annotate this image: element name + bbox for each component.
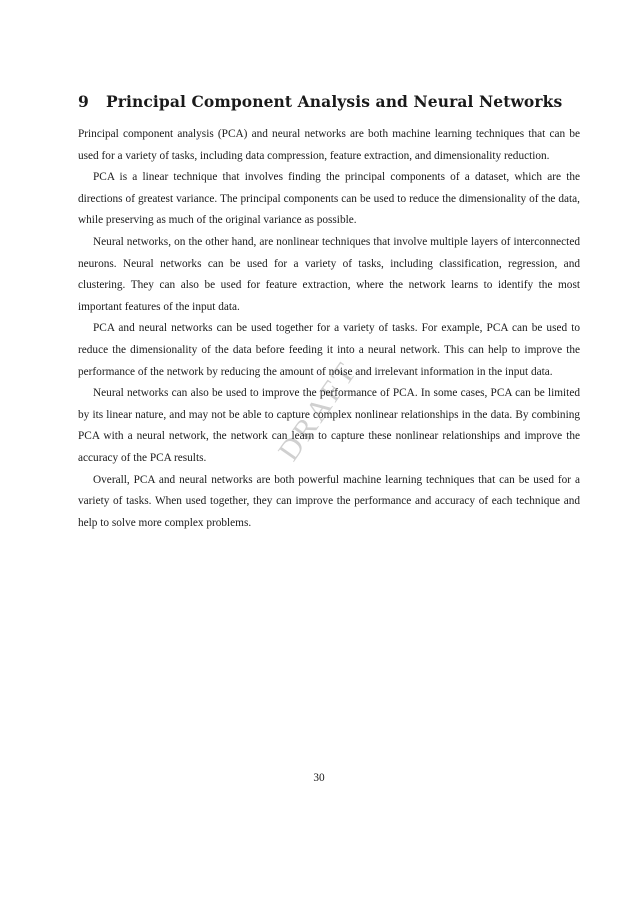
paragraph-intro: Principal component analysis (PCA) and neural networks are both machine learning techniques that can be used for a variety of tasks, including data compression, feature extraction, and dimensionality reduction. (78, 128, 580, 162)
paragraph-pca: PCA is a linear technique that involves finding the principal components of a dataset, which are the directions of greatest variance. The principal components can be used to reduce the dimensionality of the data, while preserving as much of the original variance as possible. (78, 171, 580, 227)
paragraph-neural-networks: Neural networks, on the other hand, are nonlinear techniques that involve multiple layers of interconnected neurons. Neural networks can be used for a variety of tasks, including classification, regression, and clustering. They can also be used for feature extraction, where the network learns to identify the most important features of the input data. (78, 235, 580, 313)
section-body (78, 124, 580, 534)
section-heading (78, 92, 598, 111)
section-number: 9 (78, 92, 89, 111)
paragraph-conclusion: Overall, PCA and neural networks are both powerful machine learning techniques that can be used for a variety of tasks. When used together, they can improve the performance and accuracy of each technique and help to solve more complex problems. (78, 473, 580, 529)
page-number: 30 (313, 772, 325, 784)
draft-watermark: DRAFT (272, 355, 365, 467)
section-title: Principal Component Analysis and Neural Networks (106, 92, 563, 111)
paragraph-nn-improve-pca: Neural networks can also be used to improve the performance of PCA. In some cases, PCA can be limited by its linear nature, and may not be able to capture complex nonlinear relationships in the data. By combining PCA with a neural network, the network can learn to capture these nonlinear relationships and improve the accuracy of the PCA results. (78, 387, 580, 464)
paragraph-combined-use: PCA and neural networks can be used together for a variety of tasks. For example, PCA can be used to reduce the dimensionality of the data before feeding it into a neural network. This can help to improve the performance of the network by reducing the amount of noise and irrelevant information in the input data. (78, 322, 580, 378)
